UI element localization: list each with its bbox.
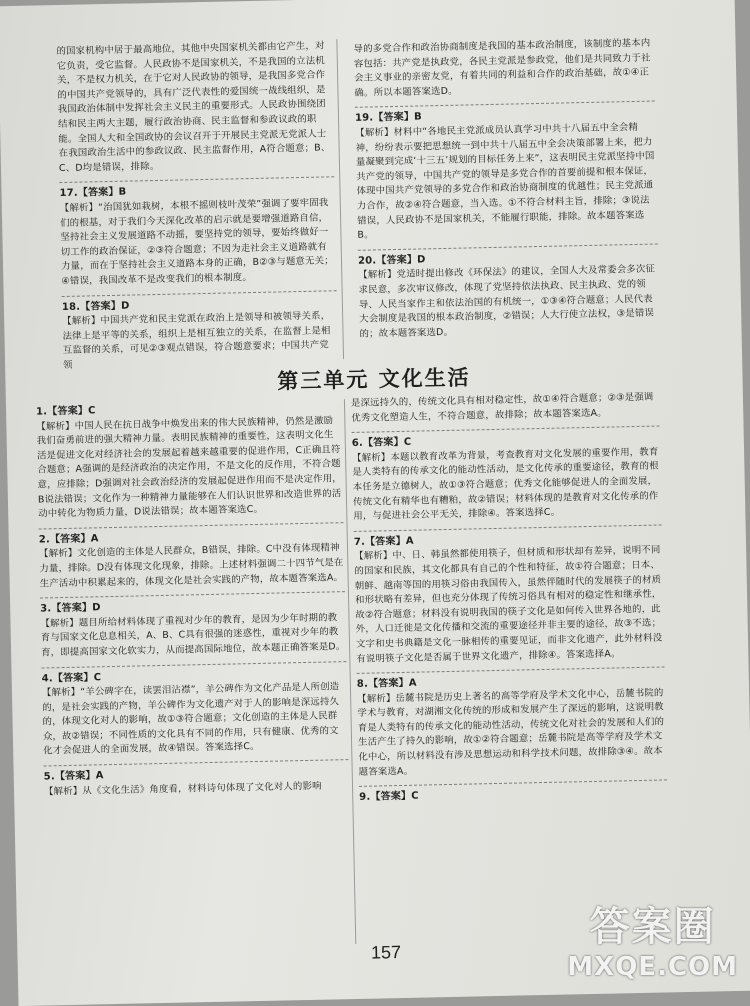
analysis-text: 【解析】中、日、韩虽然都使用筷子，但材质和形状却有差异，说明不同的国家和民族，其文化都具有自己的个性和特征，故①符合题意；日本、朝鲜、越南等国的用筷习俗由我国传入，虽然伴随时代的发展筷子的材质和形状略有差异，但也充分体现了传统习俗具有相对的稳定性和继承性，故②符合题意；材料没有说明我国的筷子文化是如何传入世界各地的，此外，人口迁徙是文化传播和交流的重要途径并非主要的途径，故③不选；文字和史书典籍是文化一脉相传的重要见证，而非文化遗产，此外材料没有说明筷子文化是否属于世界文化遗产，排除④。答案选择A。 xyxy=(354,544,663,665)
analysis-text: 【解析】中国共产党和民主党派在政治上是领导和被领导关系，法律上是平等的关系，组织上是相互独立的关系，在监督上是相互监督的关系，可见②③观点错误，符合题意要求；中国共产党领 xyxy=(62,310,331,371)
answer-9 xyxy=(359,785,667,806)
analysis-text: 【解析】“羊公碑字在，读罢泪沾襟”，羊公碑作为文化产品是人所创造的，是社会实践的产物，羊公碑作为文化遗产对于人的影响是深远持久的，体现文化对人的影响，故①③符合题意；文化创造的主体是人民群众，故②错误；不同性质的文化具有不同的作用，只有健康、优秀的文化才会促进人的全面发展，故④错误。答案选择C。 xyxy=(41,681,340,757)
answer-label: 5.【答案】A xyxy=(43,770,104,783)
analysis-text: 【解析】材料中“各地民主党派成员认真学习中共十八届五中全会精神，纷纷表示要把思想统一到中共十八届五中全会决策部署上来，把力量凝聚到完成‘十三五’规划的目标任务上来”，这表明民主党派坚持中国共产党的领导，中国共产党的领导是多党合作的首要前提和根本保证，体现中国共产党领导的多党合作和政治协商制度的优越性；民主党派通力合作，故②④符合题意，当入选。①不符合材料主旨，排除；③说法错误，人民政协不是国家机关，不能履行职能，排除。故本题答案选B。 xyxy=(355,121,655,241)
answer-18 xyxy=(62,295,338,374)
section-title: 第三单元 文化生活 xyxy=(277,364,471,394)
answer-19 xyxy=(355,106,658,244)
answer-5 xyxy=(44,764,350,800)
column-bottom-right xyxy=(351,391,668,810)
answer-label: 6.【答案】C xyxy=(351,436,412,450)
analysis-text: 【解析】“治国犹如栽树，本根不摇则枝叶茂荣”强调了要牢固我们的根基，对于我们今天深化改革的启示就是要增强道路自信，坚持社会主义发展道路不动摇，要坚持党的领导，要始终做好一切工作的政治保证，②③符合题意；不因为走社会主义道路就有力量，而在于坚持社会主义道路本身的正确，B②③与题意无关；④错误，我国改革不是改变我们的根本制度。 xyxy=(59,197,334,287)
analysis-text: 【解析】党适时提出修改《环保法》的建议，全国人大及常委会多次征求民意，多次审议修改，体现了党坚持依法执政、民主执政、党的领导、人民当家作主和依法治国的有机统一，①③④符合题意；人民代表大会制度是我国的根本政治制度，②错误；人大行使立法权，③是错误的；故本题答案选D。 xyxy=(358,263,656,340)
answer-17 xyxy=(59,182,336,290)
answer-1 xyxy=(36,399,343,522)
answer-label: 2.【答案】A xyxy=(38,533,99,546)
column-divider xyxy=(336,39,344,359)
answer-2 xyxy=(39,527,345,592)
answer-label: 4.【答案】C xyxy=(41,671,102,685)
analysis-text: 【解析】从《文化生活》角度看，材料诗句体现了文化对人的影响 xyxy=(43,780,322,798)
continued-text: 是深远持久的，传统文化具有相对稳定性，故①④符合题意；②③是强调优秀文化塑造人生，不符合题意，故排除；故本题答案选A。 xyxy=(350,391,654,424)
watermark-url: MXQE.COM xyxy=(567,952,738,982)
continued-answer-block xyxy=(56,39,334,176)
answer-label: 17.【答案】B xyxy=(59,186,127,200)
column-bottom-left xyxy=(36,399,349,804)
analysis-text: 【解析】中国人民在抗日战争中焕发出来的伟大民族精神，仍然是激励我们奋勇前进的强大精神力量。表明民族精神的重要性，这表明文化生活是促进文化对经济社会的发展起着越来越重要的促进作用，C正确且符合题意；A强调的是经济政治的决定作用，不是文化的反作用，不符合题意，应排除；D强调对社会政治经济的发展起促进作用而不是决定作用，B说法错误；文化作为一种精神力量能够在人们认识世界和改造世界的活动中转化为物质力量，D说法错误；故本题答案选C。 xyxy=(36,414,342,520)
answer-label: 7.【答案】A xyxy=(353,535,414,548)
answer-20 xyxy=(358,248,660,342)
answer-6 xyxy=(352,431,662,525)
analysis-text: 【解析】题目所给材料体现了重视对少年的教育，是因为少年时期的教育与国家文化息息相关，A、B、C具有很强的迷惑性，重视对少年的教育，即提高国家文化软实力，从而提高国际地位，故本题正确答案是D。 xyxy=(40,612,346,659)
answer-label: 18.【答案】D xyxy=(61,300,130,313)
answer-label: 8.【答案】A xyxy=(356,677,417,691)
watermark-title: 答案圈 xyxy=(589,904,716,950)
continued-answer-block xyxy=(353,37,654,102)
analysis-text: 【解析】岳麓书院是历史上著名的高等学府及学术文化中心，岳麓书院的学术与教育，对湖湘文化传统的形成和发展产生了深远的影响，这说明教育是人类特有的传承文化的能动性活动，传统文化对社会的发展和人们的生活产生了持久的影响，故①②符合题意；岳麓书院是高等学府及学术文化中心，所以材料没有涉及思想运动和科学技术问题，故排除③④。故本题答案选A。 xyxy=(357,687,665,778)
watermark-logo xyxy=(567,895,738,982)
answer-label: 9.【答案】C xyxy=(359,790,419,804)
answer-4 xyxy=(42,666,349,760)
continued-answer-block xyxy=(351,391,660,427)
answer-8 xyxy=(357,672,667,781)
page-number: 157 xyxy=(370,942,402,963)
column-top-right xyxy=(353,37,659,346)
answer-label: 1.【答案】C xyxy=(35,405,96,418)
answer-label: 19.【答案】B xyxy=(354,111,423,125)
continued-text: 的国家机构中居于最高地位，其他中央国家机关都由它产生，对它负责，受它监督。人民政协不是国家机关，不是我国的立法机关，不是权力机关，在于它对人民政协的领导，是我国多党合作的中国共产党领导的，具有广泛代表性的爱国统一战线组织，是我国政治体制中发挥社会主义民主的重要形式。人民政协围绕团结和民主两大主题，履行政治协商、民主监督和参政议政的职能。全国人大和全国政协的会议召开于开展民主党派无党派人士在我国政治生活中的参政议政、民主监督作用，A符合题意；B、C、D均是错误，排除。 xyxy=(56,40,331,174)
answer-label: 3.【答案】D xyxy=(40,602,101,615)
answer-3 xyxy=(40,596,346,661)
analysis-text: 【解析】文化创造的主体是人民群众，B错误，排除。C中没有体现精神力量，排除。D没有体现文化现象，排除。上述材料强调二十四节气是在生产活动中积累起来的，体现文化是社会实践的产物，故本题答案选A。 xyxy=(38,542,344,590)
analysis-text: 【解析】本题以教育改革为背景，考查教育对文化发展的重要作用，教育是人类特有的传承文化的能动性活动，是文化传承的重要途径，教育的根本任务是立德树人，故①③符合题意；优秀文化能够促进人的全面发展，传统文化有精华也有糟粕，故②错误；材料体现的是教育对文化传承的作用，与促进社会公平无关，排除④。答案选择C。 xyxy=(352,446,659,523)
continued-text: 导的多党合作和政治协商制度是我国的基本政治制度，该制度的基本内容包括：共产党是执政党，各民主党派是参政党，他们是共同致力于社会主义事业的亲密友党，有着共同的利益和合作的政治基础，故①④正确。所以本题答案选D。 xyxy=(353,37,651,99)
column-top-left xyxy=(56,39,338,377)
answer-7 xyxy=(354,529,665,667)
answer-label: 20.【答案】D xyxy=(357,254,426,267)
